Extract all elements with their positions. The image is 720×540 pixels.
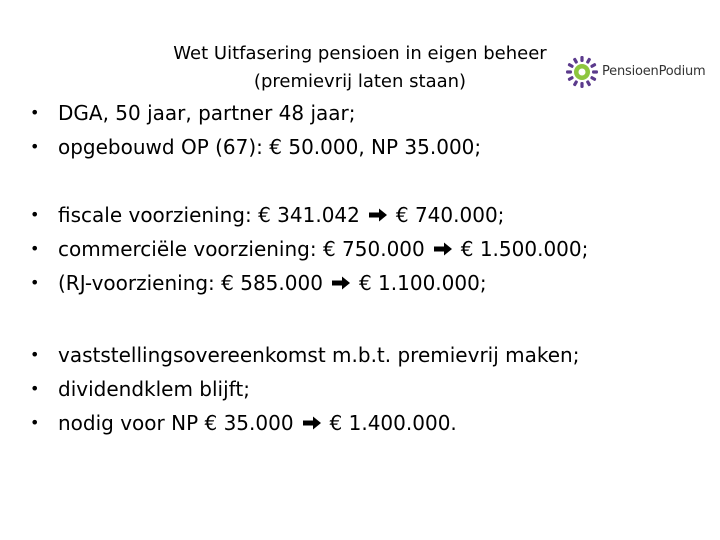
logo-text: PensioenPodium bbox=[602, 64, 706, 79]
item-text-from: nodig voor NP € 35.000 bbox=[58, 411, 294, 435]
item-text-from: commerciële voorziening: € 750.000 bbox=[58, 237, 425, 261]
arrow-right-icon bbox=[302, 415, 322, 431]
bullet-icon: • bbox=[30, 345, 40, 364]
item-text: dividendklem blijft; bbox=[58, 377, 250, 401]
list-item bbox=[30, 130, 481, 164]
arrow-right-icon bbox=[331, 275, 351, 291]
pensioenpodium-logo-icon bbox=[564, 50, 600, 94]
item-text-to: € 1.400.000. bbox=[329, 411, 457, 435]
list-item bbox=[30, 338, 579, 372]
title-line-2: (premievrij laten staan) bbox=[253, 71, 467, 92]
title-line-1: Wet Uitfasering pensioen in eigen beheer bbox=[173, 43, 547, 64]
item-text-to: € 1.500.000; bbox=[460, 237, 589, 261]
bullet-icon: • bbox=[30, 379, 40, 398]
arrow-right-icon bbox=[368, 207, 388, 223]
item-text-to: € 740.000; bbox=[395, 203, 505, 227]
bullet-group-2 bbox=[30, 198, 588, 300]
pensioenpodium-logo bbox=[564, 50, 714, 94]
list-item bbox=[30, 266, 588, 300]
list-item bbox=[30, 372, 579, 406]
item-text-from: (RJ-voorziening: € 585.000 bbox=[58, 271, 323, 295]
bullet-icon: • bbox=[30, 413, 40, 432]
list-item bbox=[30, 406, 579, 440]
arrow-right-icon bbox=[433, 241, 453, 257]
list-item bbox=[30, 198, 588, 232]
list-item bbox=[30, 96, 481, 130]
bullet-icon: • bbox=[30, 273, 40, 292]
bullet-icon: • bbox=[30, 205, 40, 224]
item-text: vaststellingsovereenkomst m.b.t. premievrij maken; bbox=[58, 343, 580, 367]
bullet-icon: • bbox=[30, 137, 40, 156]
bullet-group-1 bbox=[30, 96, 481, 164]
item-text-from: fiscale voorziening: € 341.042 bbox=[58, 203, 360, 227]
item-text: DGA, 50 jaar, partner 48 jaar; bbox=[58, 101, 356, 125]
list-item bbox=[30, 232, 588, 266]
bullet-icon: • bbox=[30, 239, 40, 258]
bullet-group-3 bbox=[30, 338, 579, 440]
bullet-icon: • bbox=[30, 103, 40, 122]
slide-title bbox=[140, 40, 580, 96]
item-text: opgebouwd OP (67): € 50.000, NP 35.000; bbox=[58, 135, 482, 159]
item-text-to: € 1.100.000; bbox=[358, 271, 487, 295]
